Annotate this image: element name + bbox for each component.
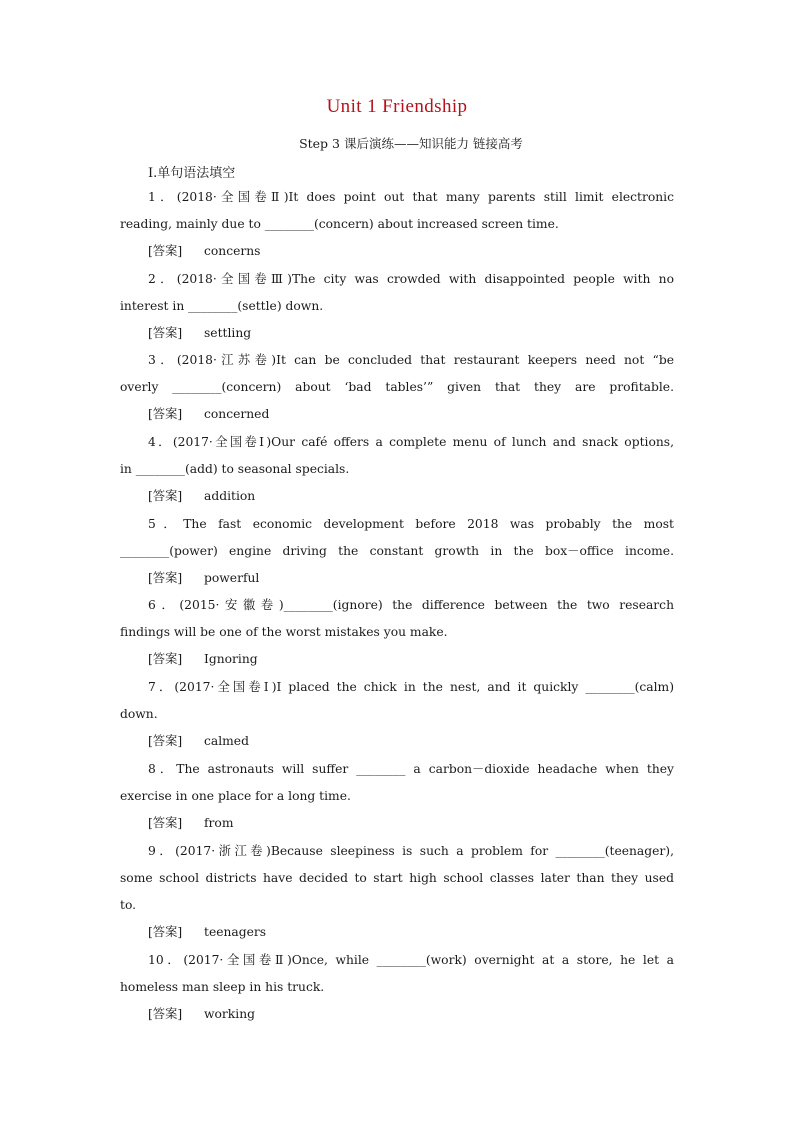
answer-tag: [答案] [148,489,183,503]
question-line: 7．(2017·全国卷Ⅰ)I placed the chick in the nest, and it quickly ________(calm) [148,680,674,694]
question-line: 3．(2018·江苏卷)It can be concluded that restaurant keepers need not “be [148,353,674,367]
question-line: 9．(2017·浙江卷)Because sleepiness is such a problem for ________(teenager), [148,844,674,858]
question-line: down. [120,707,158,721]
answer-row [148,404,269,424]
answer-text: concerned [204,407,270,421]
answer-tag: [答案] [148,326,183,340]
answer-text: from [204,816,234,830]
question-line: 4．(2017·全国卷Ⅰ)Our café offers a complete menu of lunch and snack options, [148,435,674,449]
answer-text: concerns [204,244,261,258]
section-heading: Ⅰ.单句语法填空 [148,166,236,181]
answer-row [148,813,234,833]
question-line: overly ________(concern) about ‘bad tables’” given that they are profitable. [120,380,674,394]
answer-text: powerful [204,571,260,585]
step-subtitle: Step 3 课后演练——知识能力 链接高考 [299,136,523,151]
answer-tag: [答案] [148,407,183,421]
question-line: 5．The fast economic development before 2018 was probably the most [148,517,674,531]
answer-tag: [答案] [148,571,183,585]
question-line: 6．(2015·安徽卷)________(ignore) the difference between the two research [148,598,674,612]
answer-text: calmed [204,734,249,748]
answer-text: teenagers [204,925,267,939]
question-line: 2．(2018·全国卷Ⅲ)The city was crowded with disappointed people with no [148,272,674,286]
question-line: homeless man sleep in his truck. [120,980,325,994]
answer-row [148,568,259,588]
question-line: 10．(2017·全国卷Ⅱ)Once, while ________(work) overnight at a store, he let a [148,953,674,967]
unit-title: Unit 1 Friendship [326,96,468,117]
answer-tag: [答案] [148,925,183,939]
question-line: exercise in one place for a long time. [120,789,351,803]
answer-text: working [204,1007,255,1021]
answer-tag: [答案] [148,734,183,748]
question-line: ________(power) engine driving the constant growth in the box－office income. [120,544,674,558]
answer-text: settling [204,326,252,340]
question-line: findings will be one of the worst mistakes you make. [120,625,448,639]
answer-row [148,486,255,506]
answer-tag: [答案] [148,816,183,830]
question-line: in ________(add) to seasonal specials. [120,462,350,476]
answer-row [148,1004,255,1024]
question-line: interest in ________(settle) down. [120,299,324,313]
question-line: 8．The astronauts will suffer ________ a carbon－dioxide headache when they [148,762,674,776]
question-line: 1．(2018·全国卷Ⅱ)It does point out that many parents still limit electronic [148,190,674,204]
answer-row [148,922,266,942]
answer-tag: [答案] [148,652,183,666]
question-line: to. [120,898,137,912]
answer-text: addition [204,489,256,503]
question-line: some school districts have decided to start high school classes later than they used [120,871,674,885]
answer-row [148,731,249,751]
answer-text: Ignoring [204,652,258,666]
answer-row [148,241,260,261]
answer-row [148,323,251,343]
answer-row [148,649,258,669]
answer-tag: [答案] [148,244,183,258]
answer-tag: [答案] [148,1007,183,1021]
question-line: reading, mainly due to ________(concern) about increased screen time. [120,217,559,231]
